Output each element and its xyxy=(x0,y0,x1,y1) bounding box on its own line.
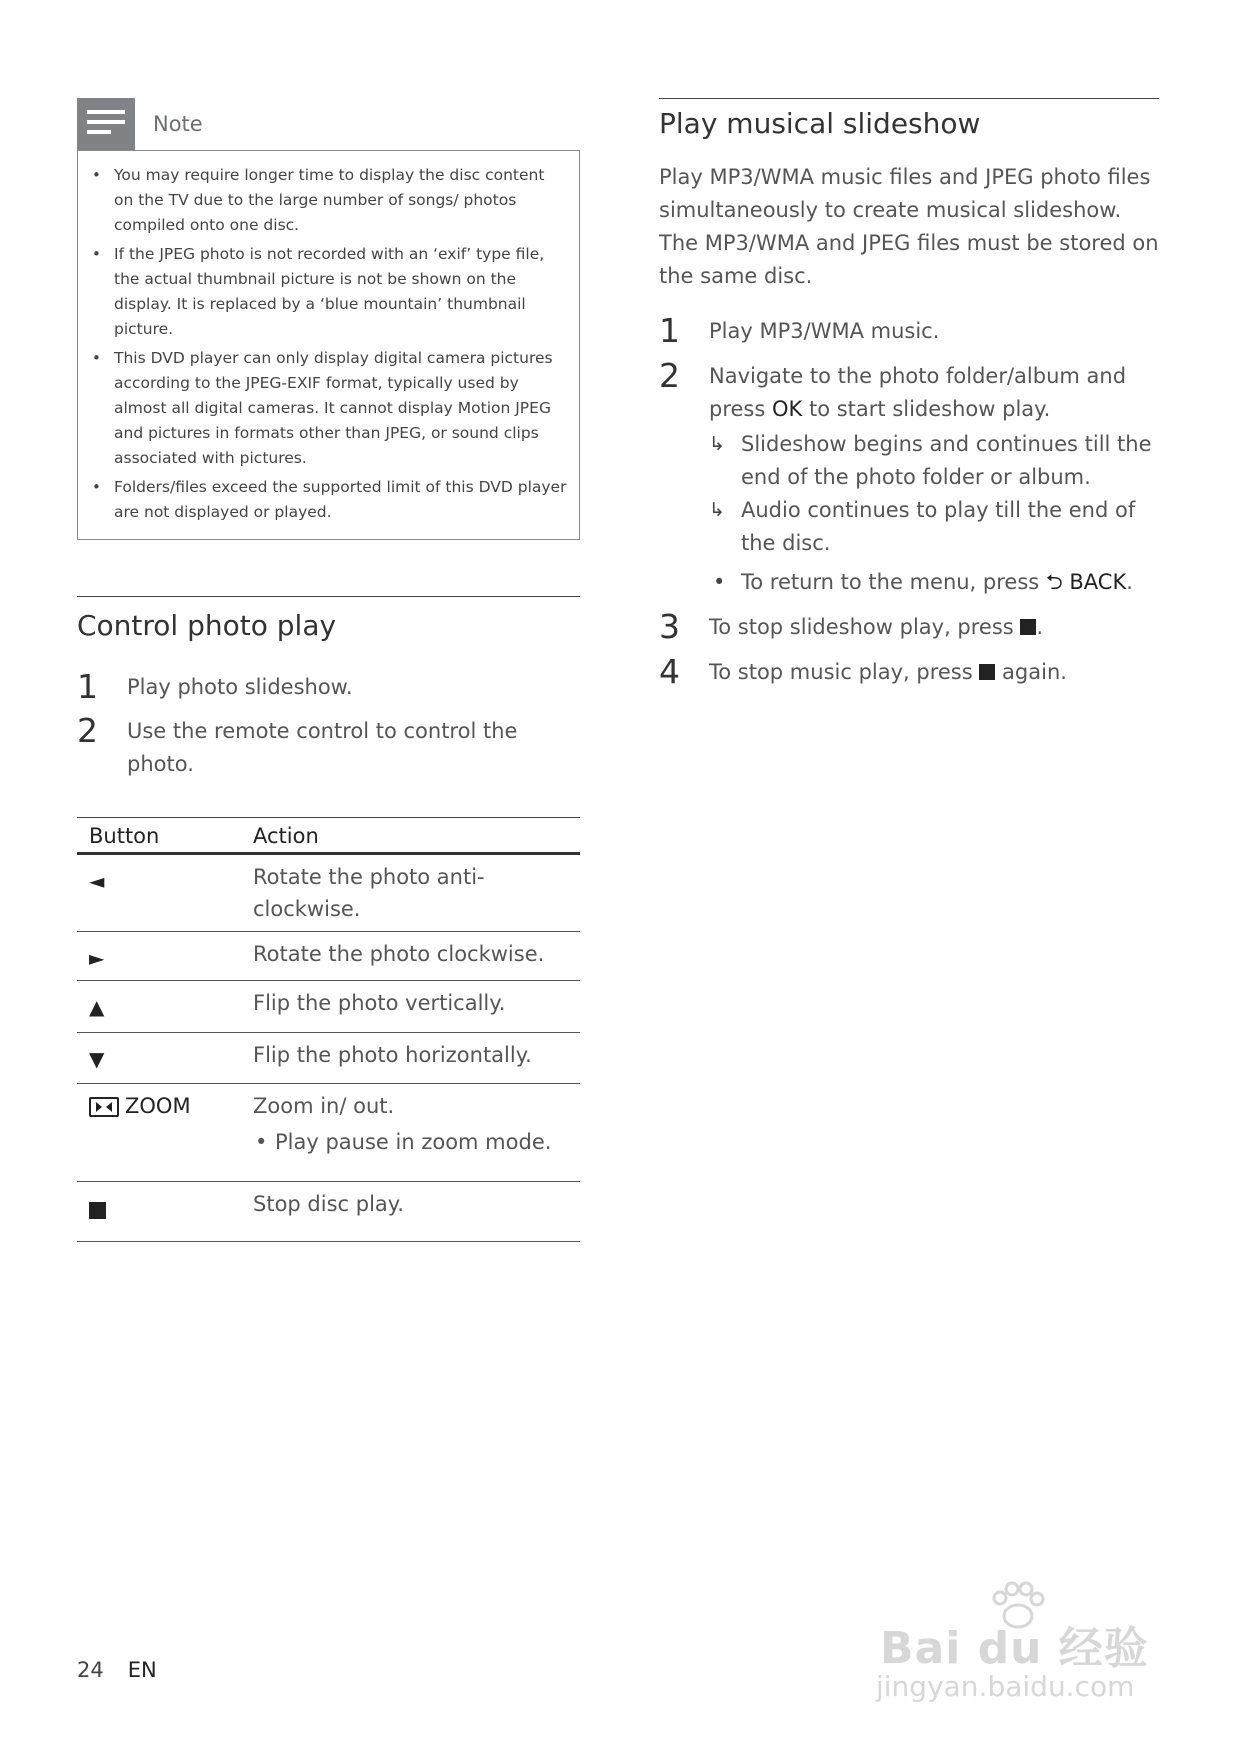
musical-slideshow-title: Play musical slideshow xyxy=(659,107,981,140)
stop-icon xyxy=(89,1202,106,1219)
step-number: 1 xyxy=(659,311,680,350)
step-3 xyxy=(659,607,1159,646)
step-text: To stop slideshow play, press xyxy=(709,615,1021,639)
step-text: Navigate to the photo folder/album and press xyxy=(709,364,1127,421)
right-column xyxy=(659,98,1159,689)
step-number: 1 xyxy=(77,667,98,706)
step-text: . xyxy=(1036,615,1044,639)
note-item: • If the JPEG photo is not recorded with an ‘exif’ type file, the actual thumbnail picture is not be shown on the display. It is replaced by a ‘blue mountain’ thumbnail picture. xyxy=(90,242,567,342)
stop-icon xyxy=(1020,619,1036,635)
action-cell: Rotate the photo anti-clockwise. xyxy=(241,854,580,932)
step-text: Play photo slideshow. xyxy=(127,675,353,699)
result-text: Slideshow begins and continues till the end of the photo folder or album. xyxy=(741,432,1152,489)
note-item: • This DVD player can only display digital camera pictures according to the JPEG-EXIF format, typically used by almost all digital cameras. It cannot display Motion JPEG and pictures in formats other than JPEG, or sound clips associated with pictures. xyxy=(90,346,567,471)
photo-control-table xyxy=(77,817,580,1242)
page-number: 24 xyxy=(77,1658,104,1682)
step-number: 2 xyxy=(659,356,680,395)
step-number: 2 xyxy=(77,711,98,750)
step-number: 4 xyxy=(659,652,680,691)
note-item: • Folders/files exceed the supported limit of this DVD player are not displayed or played. xyxy=(90,475,567,525)
step-number: 3 xyxy=(659,607,680,646)
header-button: Button xyxy=(77,818,241,854)
header-action: Action xyxy=(241,818,580,854)
down-arrow-icon: ▼ xyxy=(89,1047,105,1071)
note-icon xyxy=(77,98,135,150)
control-photo-title: Control photo play xyxy=(77,609,337,642)
tip xyxy=(709,566,1159,599)
action-text: Zoom in/ out. xyxy=(253,1094,395,1118)
action-cell: Flip the photo vertically. xyxy=(241,981,580,1033)
step-text: Use the remote control to control the photo. xyxy=(127,719,518,776)
action-cell: Stop disc play. xyxy=(241,1182,580,1242)
baidu-watermark xyxy=(870,1580,1170,1710)
table-header-row xyxy=(77,818,580,854)
ok-key: OK xyxy=(771,397,803,421)
section-divider xyxy=(77,596,580,597)
note-box xyxy=(77,150,580,540)
section-divider xyxy=(659,98,1159,99)
stop-icon xyxy=(979,664,995,680)
right-arrow-icon: ► xyxy=(89,946,105,970)
table-row xyxy=(77,1084,580,1182)
page-footer xyxy=(77,1658,157,1682)
table-row xyxy=(77,1182,580,1242)
step-2 xyxy=(659,356,1159,599)
table-row xyxy=(77,932,580,981)
step-text: to start slideshow play. xyxy=(802,397,1051,421)
step-text: To stop music play, press xyxy=(709,660,980,684)
musical-intro: Play MP3/WMA music files and JPEG photo files simultaneously to create musical slideshow. The MP3/WMA and JPEG files must be stored on the same disc. xyxy=(659,165,1159,288)
table-row xyxy=(77,981,580,1033)
step-1 xyxy=(659,311,1159,350)
action-cell: Flip the photo horizontally. xyxy=(241,1033,580,1084)
step-text: Play MP3/WMA music. xyxy=(709,319,940,343)
table-row xyxy=(77,854,580,932)
tip-end: . xyxy=(1126,570,1133,594)
action-cell: Rotate the photo clockwise. xyxy=(241,932,580,981)
tip-text: To return to the menu, press xyxy=(741,570,1046,594)
step-1 xyxy=(77,667,580,706)
table-row xyxy=(77,1033,580,1084)
result-arrow-icon: ↳ xyxy=(709,433,725,455)
left-arrow-icon: ◄ xyxy=(89,869,105,893)
watermark-logo: Bai du 经验 xyxy=(880,1623,1149,1674)
zoom-icon xyxy=(89,1097,119,1117)
action-bullet: • Play pause in zoom mode. xyxy=(253,1126,568,1158)
note-title: Note xyxy=(153,112,203,136)
note-item: • You may require longer time to display the disc content on the TV due to the large number of songs/ photos compiled onto one disc. xyxy=(90,163,567,238)
action-cell xyxy=(241,1084,580,1182)
zoom-label: ZOOM xyxy=(125,1094,191,1118)
up-arrow-icon: ▲ xyxy=(89,995,105,1019)
step-2 xyxy=(77,711,580,781)
back-key: BACK xyxy=(1069,570,1127,594)
language-code: EN xyxy=(127,1658,157,1682)
watermark-url: jingyan.baidu.com xyxy=(876,1670,1135,1703)
bullet-icon: • xyxy=(713,570,726,594)
result-1 xyxy=(709,428,1159,494)
result-2 xyxy=(709,494,1159,560)
result-arrow-icon: ↳ xyxy=(709,499,725,521)
back-icon: ⮌ xyxy=(1045,570,1070,594)
step-text: again. xyxy=(995,660,1067,684)
step-4 xyxy=(659,652,1159,691)
result-text: Audio continues to play till the end of the disc. xyxy=(741,498,1136,555)
note-header xyxy=(77,98,580,150)
left-column xyxy=(77,98,580,1242)
